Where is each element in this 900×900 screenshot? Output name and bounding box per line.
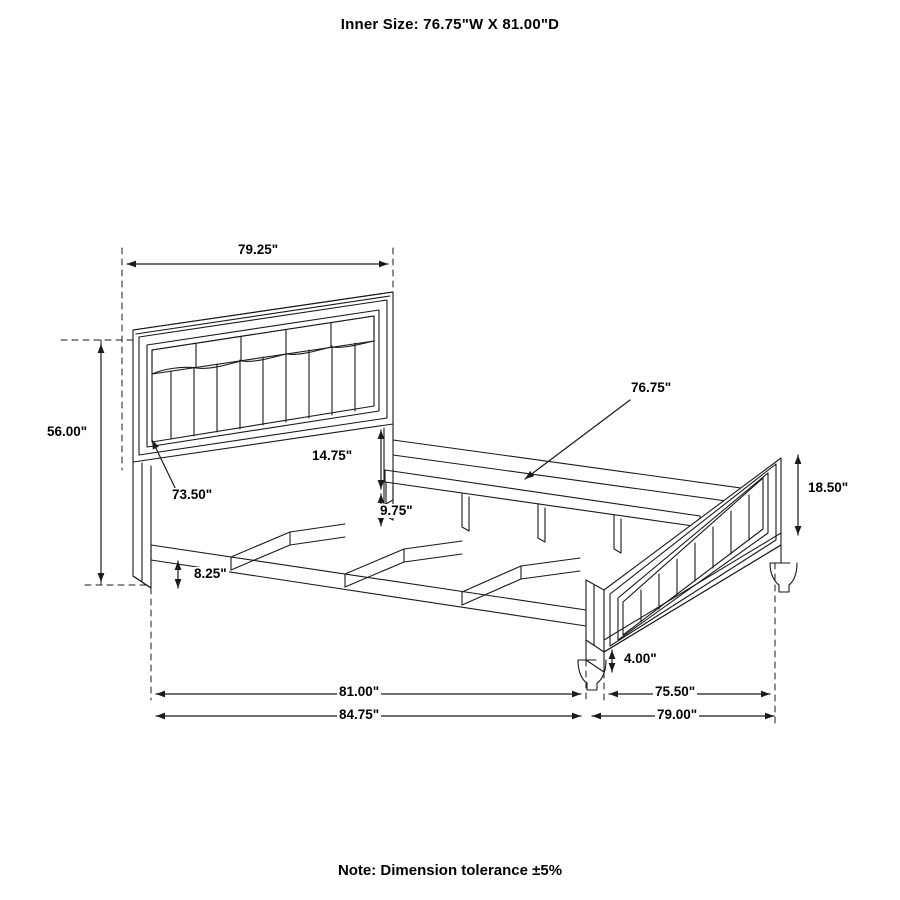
dimension-slat-height: 9.75" bbox=[380, 503, 413, 518]
dimension-overall-height: 56.00" bbox=[47, 424, 88, 439]
dimension-footboard-outer-width: 79.00" bbox=[657, 707, 698, 722]
dimension-footboard-inner-width: 75.50" bbox=[655, 684, 696, 699]
dimension-overall-length: 84.75" bbox=[339, 707, 380, 722]
page-title: Inner Size: 76.75"W X 81.00"D bbox=[340, 16, 560, 33]
tolerance-note: Note: Dimension tolerance ±5% bbox=[337, 862, 563, 879]
dimension-inner-width: 76.75" bbox=[631, 380, 672, 395]
dimension-footboard-height: 18.50" bbox=[808, 480, 849, 495]
dimension-rail-to-panel-height: 14.75" bbox=[312, 448, 353, 463]
dimension-headboard-width: 79.25" bbox=[238, 242, 279, 257]
dimension-side-rail-length: 81.00" bbox=[339, 684, 380, 699]
dimension-clearance-height: 8.25" bbox=[194, 566, 227, 581]
dimension-foot-leg-height: 4.00" bbox=[624, 651, 657, 666]
dimension-headboard-panel-width: 73.50" bbox=[172, 487, 213, 502]
